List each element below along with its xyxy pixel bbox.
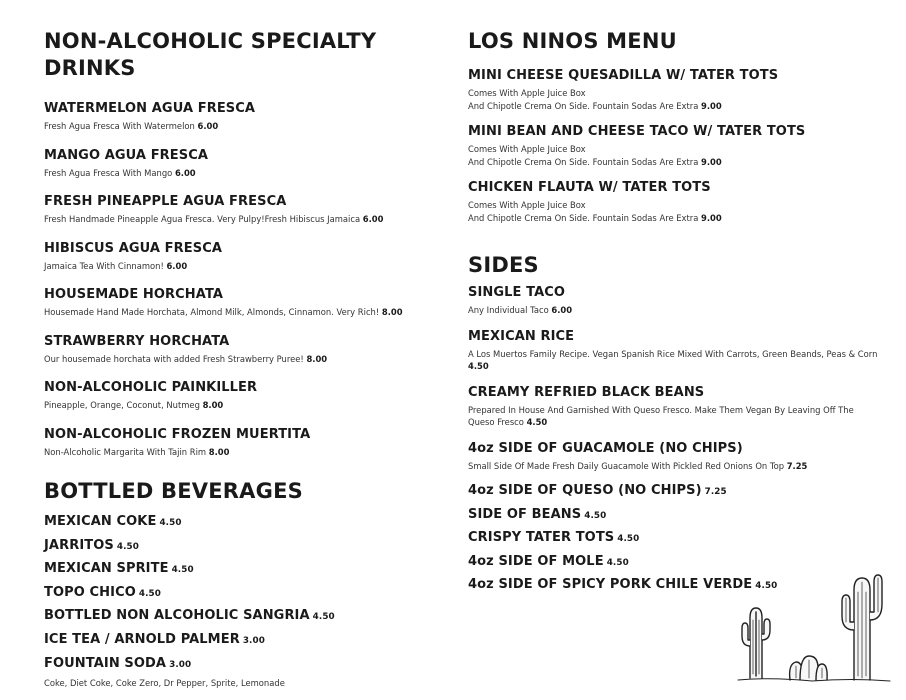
menu-item [468,123,878,168]
menu-item [44,193,444,226]
menu-item: FOUNTAIN SODA 3.00 [44,655,192,671]
menu-item: MEXICAN COKE 4.50 [44,514,182,529]
menu-item-name: FRESH PINEAPPLE AGUA FRESCA [44,194,287,209]
menu-item-name: HOUSEMADE HORCHATA [44,287,224,302]
menu-item [44,147,444,180]
menu-item [44,333,444,366]
menu-item [44,426,444,459]
menu-item [44,100,444,133]
menu-item-price: 4.50 [606,557,629,568]
menu-item-price: 4.50 [468,361,489,371]
menu-item-description: Small Side Of Made Fresh Daily Guacamole With Pickled Red Onions On Top 7.25 [468,460,808,471]
menu-item-price: 4.50 [755,581,778,591]
menu-item-description: A Los Muertos Family Recipe. Vegan Spanish Rice Mixed With Carrots, Green Beands, Peas & Corn 4.50 [468,348,878,371]
menu-item-name: CHICKEN FLAUTA W/ TATER TOTS [468,180,711,195]
specialty-drinks-list [44,100,444,458]
menu-item [468,328,878,373]
menu-item: 4oz SIDE OF QUESO (NO CHIPS) 7.25 [468,483,727,498]
menu-item-price: 4.50 [584,510,607,521]
menu-item-name: MANGO AGUA FRESCA [44,147,209,163]
menu-item-price: 4.50 [116,541,139,552]
menu-item-price: 6.00 [362,214,384,224]
bottled-beverages-title: BOTTLED BEVERAGES [44,479,303,503]
menu-item [468,440,878,473]
menu-item-price: 8.00 [306,353,328,364]
menu-item-price: 8.00 [202,400,224,410]
menu-item: JARRITOS 4.50 [44,537,139,553]
menu-item-price: 8.00 [208,446,230,457]
menu-item: MEXICAN SPRITE 4.50 [44,561,194,577]
menu-item [44,286,444,319]
menu-item [468,179,878,224]
menu-item-name: MEXICAN RICE [468,328,575,344]
menu-item: TOPO CHICO 4.50 [44,584,161,600]
menu-item-price: 3.00 [169,659,192,670]
menu-item-price: 9.00 [701,156,722,167]
menu-item-price: 6.00 [174,167,196,178]
menu-item-description: Comes With Apple Juice Box And Chipotle Crema On Side. Fountain Sodas Are Extra 9.00 [468,144,722,167]
bottled-beverages-list [44,513,444,689]
menu-item-name: MINI CHEESE QUESADILLA W/ TATER TOTS [468,68,779,83]
menu-item-price: 3.00 [242,635,265,646]
menu-item-description: Fresh Agua Fresca With Mango 6.00 [44,167,196,178]
menu-item-price: 4.50 [312,612,335,623]
menu-item: 4oz SIDE OF SPICY PORK CHILE VERDE 4.50 [468,577,778,592]
right-column [468,28,878,595]
menu-item-name: HIBISCUS AGUA FRESCA [44,240,223,256]
menu-item-price: 7.25 [786,460,808,471]
menu-item [468,384,878,429]
menu-item-name: 4oz SIDE OF GUACAMOLE (NO CHIPS) [468,440,743,456]
menu-item-price: 7.25 [704,487,727,497]
fountain-soda-description: Coke, Diet Coke, Coke Zero, Dr Pepper, Sprite, Lemonade [44,677,285,688]
menu-item-price: 4.50 [138,588,161,599]
menu-item-description: Pineapple, Orange, Coconut, Nutmeg 8.00 [44,400,224,410]
menu-item-description: Comes With Apple Juice Box And Chipotle Crema On Side. Fountain Sodas Are Extra 9.00 [468,88,722,111]
menu-item-price: 9.00 [701,212,722,223]
menu-item-description: Housemade Hand Made Horchata, Almond Milk, Almonds, Cinnamon. Very Rich! 8.00 [44,307,403,317]
menu-item: 4oz SIDE OF MOLE 4.50 [468,553,629,569]
los-ninos-list [468,67,878,224]
menu-item-name: MINI BEAN AND CHEESE TACO W/ TATER TOTS [468,124,806,139]
menu-item: SIDE OF BEANS 4.50 [468,506,607,522]
menu-item: BOTTLED NON ALCOHOLIC SANGRIA 4.50 [44,608,335,624]
menu-item-price: 4.50 [617,534,640,544]
menu-item-name: CREAMY REFRIED BLACK BEANS [468,384,705,400]
menu-item: ICE TEA / ARNOLD PALMER 3.00 [44,631,265,647]
menu-item-description: Jamaica Tea With Cinnamon! 6.00 [44,260,188,271]
los-ninos-title: LOS NINOS MENU [468,29,677,53]
menu-item: CRISPY TATER TOTS 4.50 [468,530,640,545]
menu-item-description: Fresh Handmade Pineapple Agua Fresca. Very Pulpy!Fresh Hibiscus Jamaica 6.00 [44,214,384,224]
menu-item-name: STRAWBERRY HORCHATA [44,333,230,349]
menu-item-description: Our housemade horchata with added Fresh Strawberry Puree! 8.00 [44,353,328,364]
sides-list [468,284,878,472]
menu-item-name: NON-ALCOHOLIC PAINKILLER [44,380,258,395]
menu-item-price: 6.00 [551,305,573,315]
menu-item-price: 4.50 [171,565,194,576]
left-column [44,28,444,689]
menu-item-description: Fresh Agua Fresca With Watermelon 6.00 [44,121,219,131]
menu-item-price: 9.00 [701,100,722,111]
menu-item [44,240,444,273]
specialty-drinks-title: NON-ALCOHOLIC SPECIALTY DRINKS [44,29,377,80]
menu-item-description: Prepared In House And Garnished With Queso Fresco. Make Them Vegan By Leaving Off The Queso Fresco 4.50 [468,404,854,427]
menu-item-name: NON-ALCOHOLIC FROZEN MUERTITA [44,426,311,442]
menu-item-name: WATERMELON AGUA FRESCA [44,101,256,116]
sides-title: SIDES [468,253,539,277]
menu-item-price: 4.50 [526,417,548,427]
cactus-illustration-icon [732,568,892,686]
menu-item [44,379,444,412]
menu-item [468,284,878,317]
menu-item-price: 6.00 [197,121,219,131]
menu-item-price: 6.00 [166,260,188,271]
menu-item-description: Any Individual Taco 6.00 [468,305,573,315]
menu-item-price: 4.50 [159,518,182,528]
menu-item-description: Non-Alcoholic Margarita With Tajin Rim 8.00 [44,446,230,457]
menu-item-price: 8.00 [381,307,403,317]
menu-item-name: SINGLE TACO [468,285,566,300]
menu-item-description: Comes With Apple Juice Box And Chipotle Crema On Side. Fountain Sodas Are Extra 9.00 [468,200,722,223]
menu-item [468,67,878,112]
